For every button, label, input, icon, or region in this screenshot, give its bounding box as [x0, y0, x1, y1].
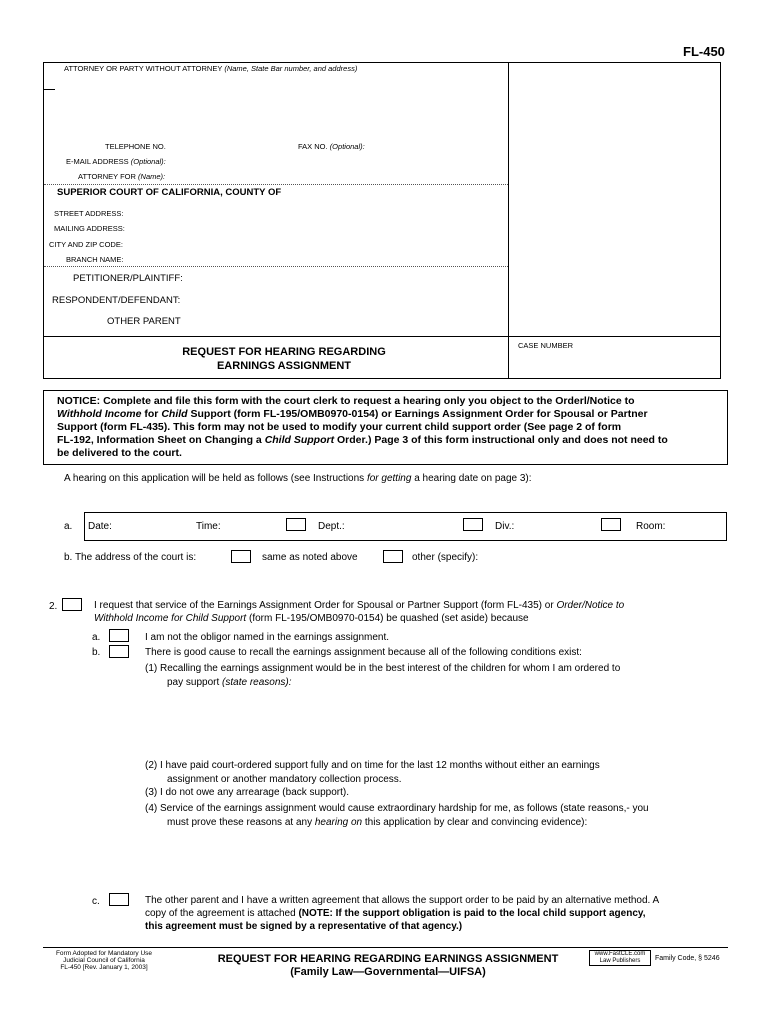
hearing-a-label: a. [64, 521, 73, 532]
same-address-label: same as noted above [262, 552, 358, 563]
hearing-intro: A hearing on this application will be held as follows (see Instructions for getting a hearing date on page 3): [64, 473, 532, 484]
attorney-label: ATTORNEY OR PARTY WITHOUT ATTORNEY (Name, State Bar number, and address) [64, 64, 358, 73]
item2b3-text: (3) I do not owe any arrearage (back support). [145, 787, 349, 798]
item2-number: 2. [49, 601, 58, 612]
room-checkbox[interactable] [601, 518, 621, 531]
form-title: REQUEST FOR HEARING REGARDING EARNINGS ASSIGNMENT [182, 346, 386, 372]
item2c-text: The other parent and I have a written agreement that allows the support order to be paid by an alternative method. A copy of the agreement is attached (NOTE: If the support obligation is paid to the local child support agency, this agreement must be signed by a representative of that agency.) [145, 895, 660, 932]
item2b2-text: (2) I have paid court-ordered support fully and on time for the last 12 months without either an earnings assignment or another mandatory collection process. [145, 760, 600, 785]
fax-label: FAX NO. (Optional): [298, 142, 365, 151]
publisher-stamp: www.FastCLE.com Law Publishers [589, 950, 651, 966]
time-label: Time: [196, 521, 221, 532]
family-code-ref: Family Code, § 5246 [655, 955, 720, 962]
same-address-checkbox[interactable] [231, 550, 251, 563]
other-address-label: other (specify): [412, 552, 479, 563]
item2-text: I request that service of the Earnings Assignment Order for Spousal or Partner Support (form FL-435) or Order/Notice to Withhold Income for Child Support (form FL-195/OMB0970-0154) be quashed (set aside) because [94, 600, 625, 624]
telephone-label: TELEPHONE NO. [105, 142, 166, 151]
caption-box [43, 62, 721, 379]
branch-label: BRANCH NAME: [66, 255, 124, 264]
other-parent-label: OTHER PARENT [107, 316, 181, 327]
petitioner-label: PETITIONER/PLAINTIFF: [73, 273, 183, 284]
city-label: CITY AND ZIP CODE: [49, 240, 123, 249]
item2c-label: c. [92, 896, 100, 907]
notice-text: NOTICE: Complete and file this form with the court clerk to request a hearing only you object to the Orderl/Notice to Withhold Income for Child Support (form FL-195/OMB0970-0154) or Earnings Assignment Order for Spousal or Partner Support (form FL-435). This form may not be used to modify your current child support order (See page 2 of form FL-192, Information Sheet on Changing a Child Support Order.) Page 3 of this form instructional only and does not need to be delivered to the court. [57, 395, 668, 459]
div-checkbox[interactable] [463, 518, 483, 531]
court-address-label: b. The address of the court is: [64, 552, 197, 563]
email-label: E-MAIL ADDRESS (Optional): [66, 157, 166, 166]
footer-title: REQUEST FOR HEARING REGARDING EARNINGS ASSIGNMENT (Family Law—Governmental—UIFSA) [217, 953, 559, 978]
item2b-label: b. [92, 647, 101, 658]
dept-checkbox[interactable] [286, 518, 306, 531]
room-label: Room: [636, 521, 666, 532]
mailing-label: MAILING ADDRESS: [54, 224, 125, 233]
other-address-checkbox[interactable] [383, 550, 403, 563]
attorney-for-label: ATTORNEY FOR (Name): [78, 172, 166, 181]
item2b-text: There is good cause to recall the earnings assignment because all of the following conditions exist: [145, 647, 582, 658]
item2a-label: a. [92, 632, 101, 643]
hearing-box [84, 512, 727, 541]
case-number-label: CASE NUMBER [518, 341, 574, 350]
item2-checkbox[interactable] [62, 598, 82, 611]
div-label: Div.: [495, 521, 515, 532]
item2b4-text: (4) Service of the earnings assignment would cause extraordinary hardship for me, as follows (state reasons,- you must prove these reasons at any hearing on this application by clear and convincing evidence): [145, 803, 649, 828]
item2b1-text: (1) Recalling the earnings assignment would be in the best interest of the children for whom I am ordered to pay support (state reasons): [145, 663, 621, 688]
item2b-checkbox[interactable] [109, 645, 129, 658]
form-number: FL-450 [683, 44, 725, 59]
respondent-label: RESPONDENT/DEFENDANT: [52, 295, 181, 306]
item2c-checkbox[interactable] [109, 893, 129, 906]
date-label: Date: [88, 521, 112, 532]
caption-divider [508, 62, 509, 379]
item2a-text: I am not the obligor named in the earnings assignment. [145, 632, 390, 643]
item2a-checkbox[interactable] [109, 629, 129, 642]
street-label: STREET ADDRESS: [54, 209, 124, 218]
dept-label: Dept.: [318, 521, 345, 532]
adopted-note: Form Adopted for Mandatory Use Judicial Council of California FL-450 [Rev. January 1, 2003] [55, 950, 153, 971]
court-heading: SUPERIOR COURT OF CALIFORNIA, COUNTY OF [57, 187, 282, 198]
